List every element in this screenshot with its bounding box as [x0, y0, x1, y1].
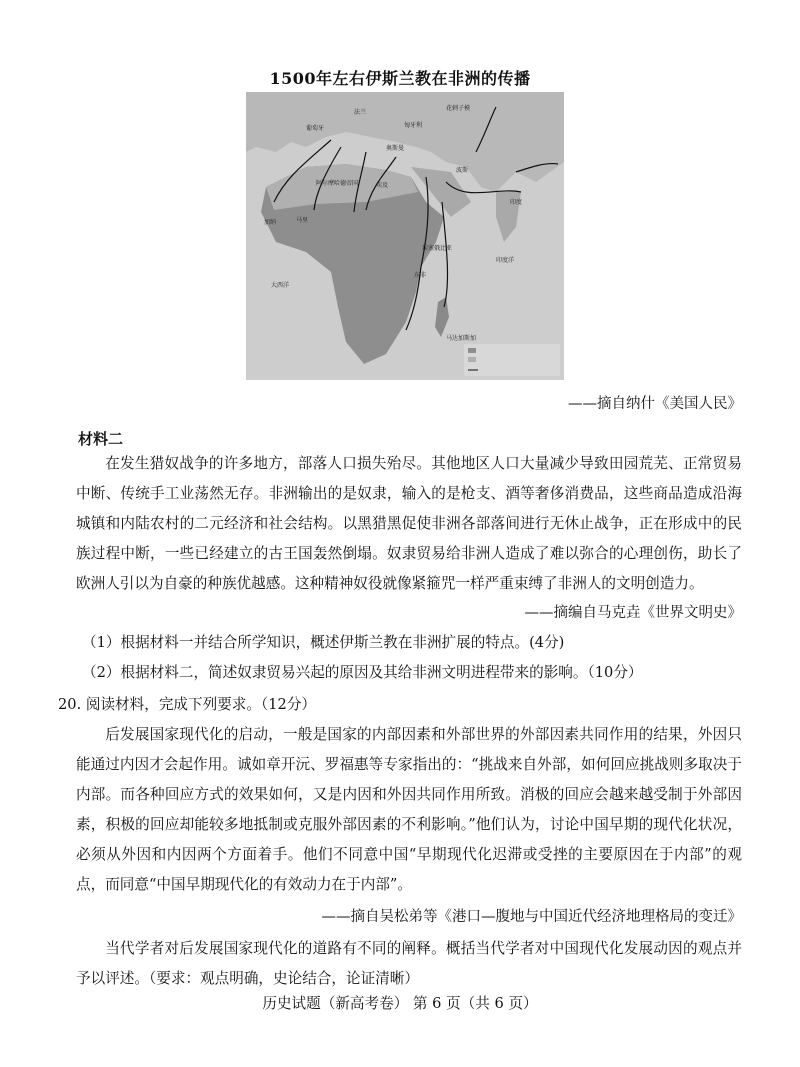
svg-text:奥斯曼: 奥斯曼 — [386, 145, 405, 152]
map-graphic — [246, 92, 564, 380]
question-2: （2）根据材料二，简述奴隶贸易兴起的原因及其给非洲文明进程带来的影响。（10分） — [82, 664, 643, 681]
islam-spread-map — [246, 92, 564, 380]
svg-text:波斯: 波斯 — [456, 167, 469, 174]
svg-text:阿尔摩哈德帝国: 阿尔摩哈德帝国 — [316, 180, 359, 187]
svg-text:葡萄牙: 葡萄牙 — [306, 125, 325, 132]
map-source: ——摘自纳什《美国人民》 — [568, 396, 742, 412]
map-title: 1500年左右伊斯兰教在非洲的传播 — [269, 69, 531, 88]
material2-label: 材料二 — [78, 430, 124, 448]
svg-text:马里: 马里 — [296, 217, 309, 224]
question-20-heading: 20. 阅读材料，完成下列要求。（12分） — [58, 696, 317, 713]
svg-text:大西洋: 大西洋 — [271, 282, 290, 289]
svg-text:印度洋: 印度洋 — [496, 257, 515, 264]
material2-paragraph: 在发生猎奴战争的许多地方，部落人口损失殆尽。其他地区人口大量减少导致田园荒芜、正常贸易中断、传统手工业荡然无存。非洲输出的是奴隶，输入的是枪支、酒等奢侈消费品，这些商品造成沿海城镇和内陆农村的二元经济和社会结构。以黑猎黑促使非洲各部落间进行无休止战争，正在形成中的民族过程中断，一些已经建立的古王国轰然倒塌。奴隶贸易给非洲人造成了难以弥合的心理创伤，助长了欧洲人引以为自豪的种族优越感。这种精神奴役就像紧箍咒一样严重束缚了非洲人的文明创造力。 — [76, 455, 742, 592]
material2-source: ——摘编自马克垚《世界文明史》 — [524, 605, 742, 621]
svg-text:花剌子模: 花剌子模 — [446, 105, 471, 112]
question-1: （1）根据材料一并结合所学知识，概述伊斯兰教在非洲扩展的特点。(4分) — [82, 634, 565, 651]
question-20-task: 当代学者对后发展国家现代化的道路有不同的阐释。概括当代学者对中国现代化发展动因的观点并予以评述。（要求：观点明确，史论结合，论证清晰） — [76, 940, 742, 987]
question-20-material: 后发展国家现代化的启动，一般是国家的内部因素和外部世界的外部因素共同作用的结果，外因只能通过内因才会起作用。诚如章开沅、罗福惠等专家指出的：“挑战来自外部，如何回应挑战则多取决于内部。而各种回应方式的效果如何，又是内因和外因共同作用所致。消极的回应会越来越受制于外部因素，积极的回应却能较多地抵制或克服外部因素的不利影响。”他们认为，讨论中国早期的现代化状况，必须从外因和内因两个方面着手。他们不同意中国“早期现代化迟滞或受挫的主要原因在于内部”的观点，而同意“中国早期现代化的有效动力在于内部”。 — [76, 726, 742, 893]
svg-text:埃及: 埃及 — [376, 182, 389, 189]
svg-text:马达加斯加: 马达加斯加 — [446, 335, 477, 342]
svg-text:印度: 印度 — [510, 199, 523, 206]
svg-text:埃塞俄比亚: 埃塞俄比亚 — [422, 245, 453, 252]
question-20-source: ——摘自吴松弟等《港口—腹地与中国近代经济地理格局的变迁》 — [321, 909, 742, 925]
svg-text:加纳: 加纳 — [264, 219, 277, 226]
svg-text:东非: 东非 — [414, 272, 427, 279]
svg-text:法兰: 法兰 — [354, 109, 367, 116]
svg-text:匈牙利: 匈牙利 — [404, 122, 423, 129]
page-footer: 历史试题（新高考卷） 第 6 页（共 6 页） — [262, 995, 538, 1012]
